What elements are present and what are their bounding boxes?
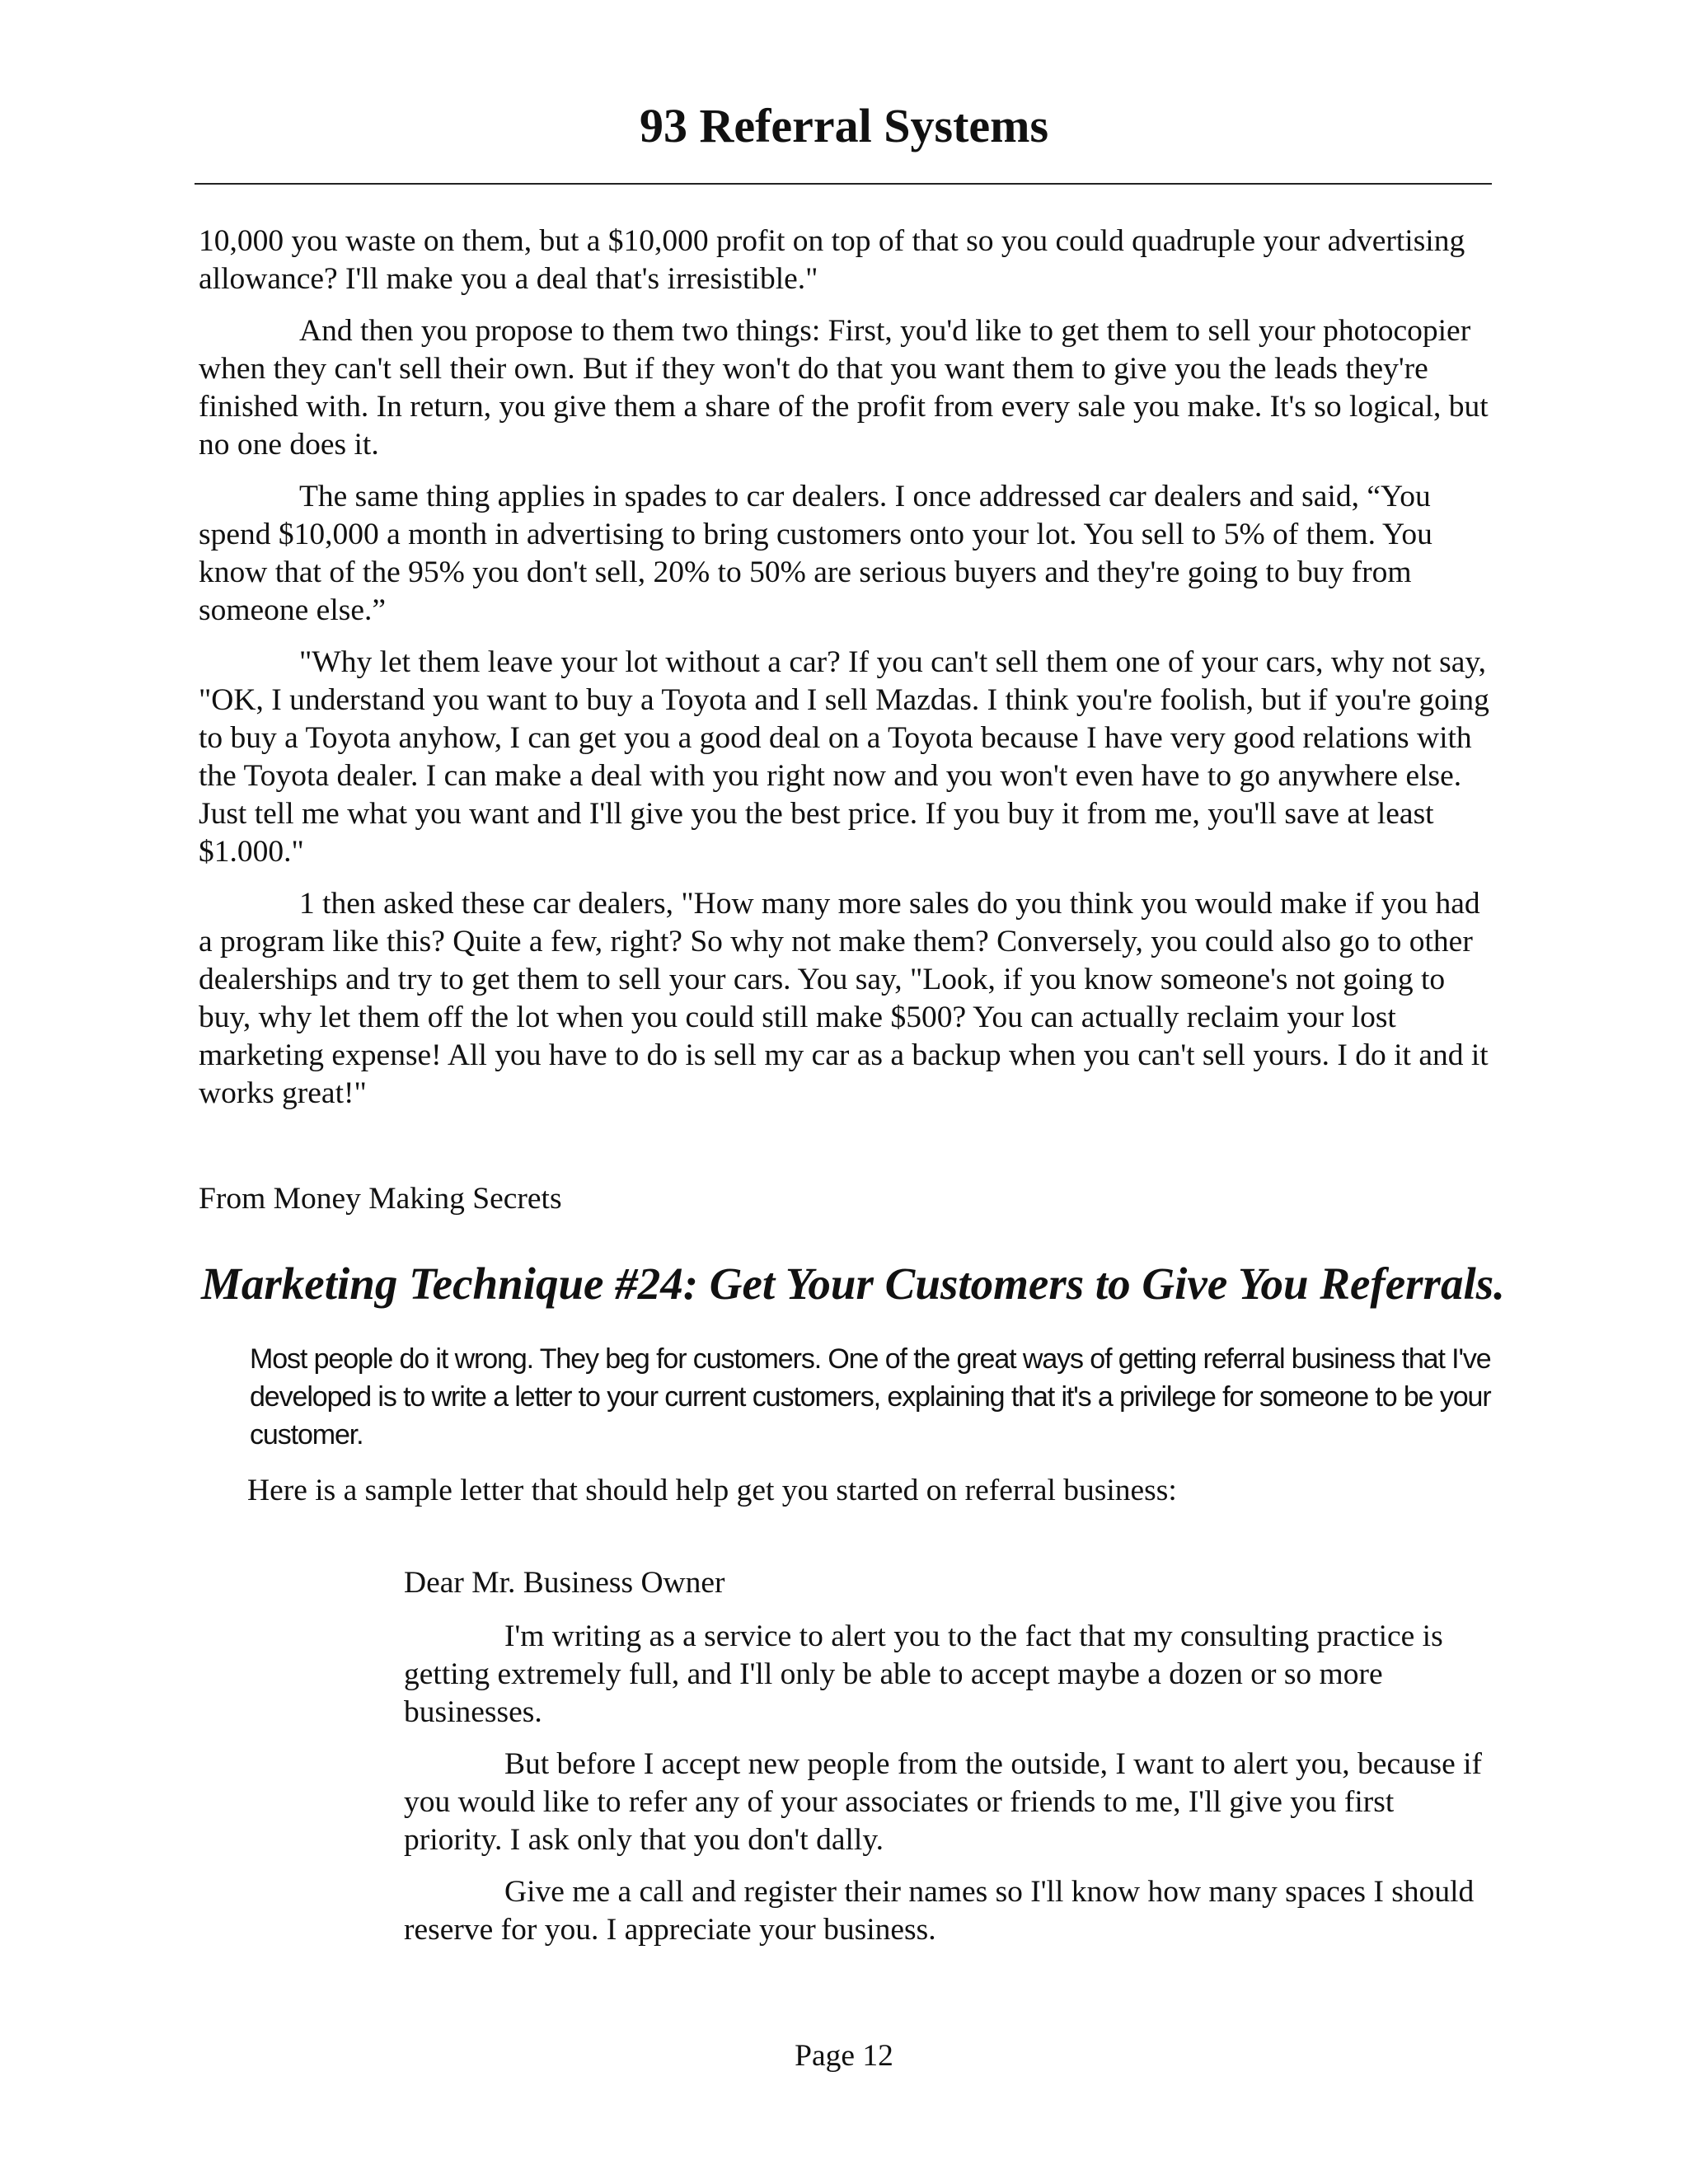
sample-letter-intro: Here is a sample letter that should help get you started on referral business: (247, 1474, 1177, 1507)
source-attribution: From Money Making Secrets (199, 1182, 562, 1216)
section-intro (250, 1340, 1494, 1454)
letter-salutation: Dear Mr. Business Owner (404, 1566, 725, 1600)
letter-paragraph: Give me a call and register their names so I'll know how many spaces I should reserve for you. I appreciate your business. (404, 1875, 1475, 1947)
body-paragraph: 10,000 you waste on them, but a $10,000 profit on top of that so you could quadruple your advertising allowance? I'll make you a deal that's irresistible." (199, 224, 1465, 296)
header-divider (195, 183, 1492, 185)
section-heading: Marketing Technique #24: Get Your Customers to Give You Referrals. (201, 1258, 1505, 1309)
body-paragraph: The same thing applies in spades to car dealers. I once addressed car dealers and said, “You spend $10,000 a month in advertising to bring customers onto your lot. You sell to 5% of them. You know that of the 95% you don't sell, 20% to 50% are serious buyers and they're going to buy from someone else.” (199, 480, 1432, 627)
body-paragraph: "Why let them leave your lot without a car? If you can't sell them one of your cars, why not say, "OK, I understand you want to buy a Toyota and I sell Mazdas. I think you're foolish, but if you're going to buy a Toyota anyhow, I can get you a good deal on a Toyota because I have very good relations with the Toyota dealer. I can make a deal with you right now and you won't even have to go anywhere else. Just tell me what you want and I'll give you the best price. If you buy it from me, you'll save at least $1.000." (199, 645, 1489, 869)
body-paragraph: 1 then asked these car dealers, "How many more sales do you think you would make if you had a program like this? Quite a few, right? So why not make them? Conversely, you could also go to other dealerships and try to get them to sell your cars. You say, "Look, if you know someone's not going to buy, why let them off the lot when you could still make $500? You can actually reclaim your lost marketing expense! All you have to do is sell my car as a backup when you can't sell yours. I do it and it works great!" (199, 887, 1489, 1110)
intro-paragraph: Most people do it wrong. They beg for customers. One of the great ways of getting referral business that I've developed is to write a letter to your current customers, explaining that it's a privilege for someone to be your customer. (250, 1343, 1491, 1451)
letter-paragraph: I'm writing as a service to alert you to the fact that my consulting practice is getting extremely full, and I'll only be able to accept maybe a dozen or so more businesses. (404, 1619, 1443, 1729)
page-number: Page 12 (795, 2039, 893, 2073)
body-paragraph: And then you propose to them two things: First, you'd like to get them to sell your photocopier when they can't sell their own. But if they won't do that you want them to give you the leads they're finished with. In return, you give them a share of the profit from every sale you make. It's so logical, but no one does it. (199, 314, 1489, 462)
letter-paragraph: But before I accept new people from the outside, I want to alert you, because if you would like to refer any of your associates or friends to me, I'll give you first priority. I ask only that you don't dally. (404, 1747, 1483, 1857)
body-text (199, 223, 1494, 1127)
sample-letter (404, 1564, 1493, 1963)
page-header-title: 93 Referral Systems (639, 99, 1049, 152)
